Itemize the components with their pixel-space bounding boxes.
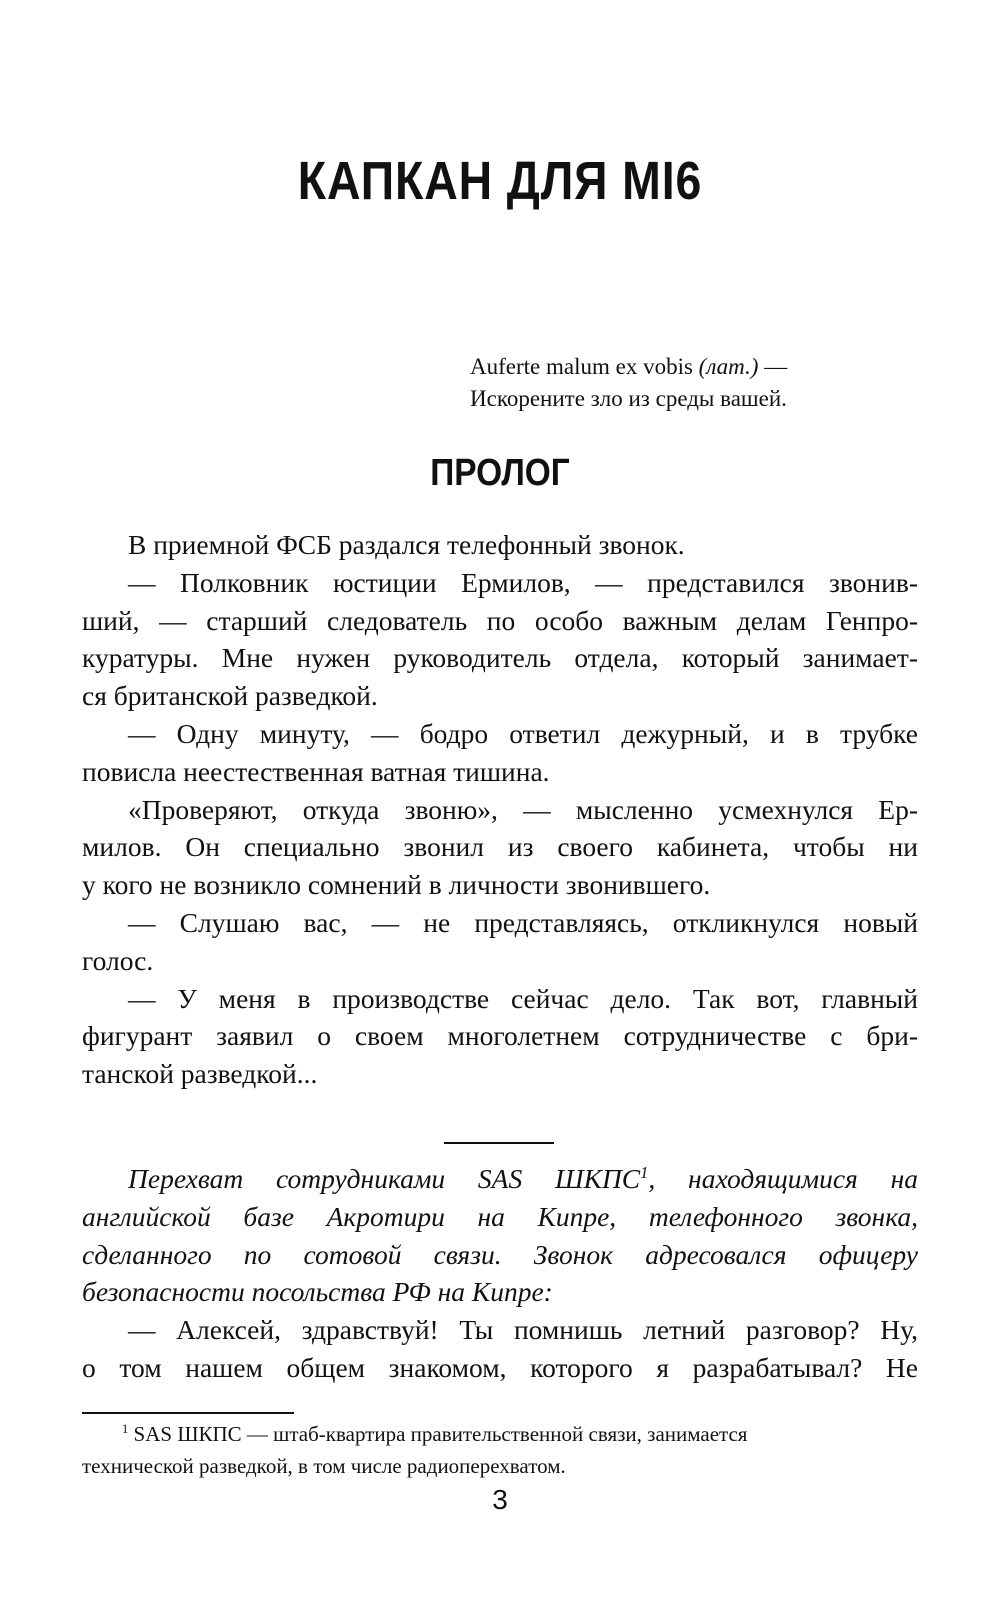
epigraph xyxy=(470,351,787,415)
text-line: — Полковник юстиции Ермилов, — представился звонив- xyxy=(128,566,918,598)
text-line: сделанного по сотовой связи. Звонок адресовался офицеру xyxy=(82,1238,918,1270)
paragraph xyxy=(82,1311,918,1387)
text-line: — Слушаю вас, — не представляясь, откликнулся новый xyxy=(128,906,918,938)
text-line: о том нашем общем знакомом, которого я разрабатывал? Не xyxy=(82,1351,918,1383)
book-title: КАПКАН ДЛЯ MI6 xyxy=(297,151,703,211)
epigraph-line-1 xyxy=(470,351,787,383)
intercept-heading xyxy=(82,1160,918,1311)
paragraph xyxy=(82,791,918,904)
text-line: — Алексей, здравствуй! Ты помнишь летний разговор? Ну, xyxy=(128,1314,918,1346)
intercept-line-tail: , находящимися на xyxy=(648,1163,919,1194)
footnote-rule xyxy=(82,1412,294,1414)
text-line: ся британской разведкой. xyxy=(82,680,378,712)
text-line: куратуры. Мне нужен руководитель отдела, который занимает- xyxy=(82,642,918,674)
epigraph-latin: Auferte malum ex vobis xyxy=(470,354,693,379)
paragraph xyxy=(82,904,918,980)
text-line: «Проверяют, откуда звоню», — мысленно усмехнулся Ер- xyxy=(128,793,918,825)
footnote-ref: 1 xyxy=(640,1162,649,1182)
epigraph-lang-note: (лат.) xyxy=(698,354,759,379)
paragraph xyxy=(82,526,918,564)
intercept-section xyxy=(82,1160,918,1387)
epigraph-dash: — xyxy=(758,354,788,379)
text-line: безопасности посольства РФ на Кипре: xyxy=(82,1276,553,1308)
text-line: фигурант заявил о своем многолетнем сотрудничестве с бри- xyxy=(82,1020,918,1052)
intercept-line-start: Перехват сотрудниками SAS ШКПС xyxy=(128,1163,641,1194)
footnote xyxy=(82,1418,918,1482)
text-line: у кого не возникло сомнений в личности звонившего. xyxy=(82,869,711,901)
section-divider xyxy=(444,1142,554,1144)
chapter-title: ПРОЛОГ xyxy=(430,452,570,494)
footnote-mark: 1 xyxy=(122,1422,129,1436)
text-line: повисла неестественная ватная тишина. xyxy=(82,755,550,787)
text-line: английской базе Акротири на Кипре, телефонного звонка, xyxy=(82,1200,918,1232)
epigraph-translation: Искорените зло из среды вашей. xyxy=(470,386,787,411)
text-line: ший, — старший следователь по особо важным делам Генпро- xyxy=(82,604,918,636)
text-line: танской разведкой... xyxy=(82,1058,318,1090)
text-line: милов. Он специально звонил из своего кабинета, чтобы ни xyxy=(82,831,918,863)
text-line: — У меня в производстве сейчас дело. Так вот, главный xyxy=(128,982,918,1014)
text-line: — Одну минуту, — бодро ответил дежурный, и в трубке xyxy=(128,717,918,749)
footnote-line: технической разведкой, в том числе радиоперехватом. xyxy=(82,1454,566,1478)
paragraph xyxy=(82,980,918,1093)
paragraph xyxy=(82,564,918,715)
footnote-text: SAS ШКПС — штаб-квартира правительственной связи, занимается xyxy=(133,1422,748,1446)
text-line: голос. xyxy=(82,944,154,976)
text-line: В приемной ФСБ раздался телефонный звонок. xyxy=(128,529,685,560)
prologue-text xyxy=(82,526,918,1093)
text-line xyxy=(82,1160,918,1198)
page-number: 3 xyxy=(492,1484,508,1515)
paragraph xyxy=(82,715,918,791)
footnote-line xyxy=(82,1418,918,1450)
